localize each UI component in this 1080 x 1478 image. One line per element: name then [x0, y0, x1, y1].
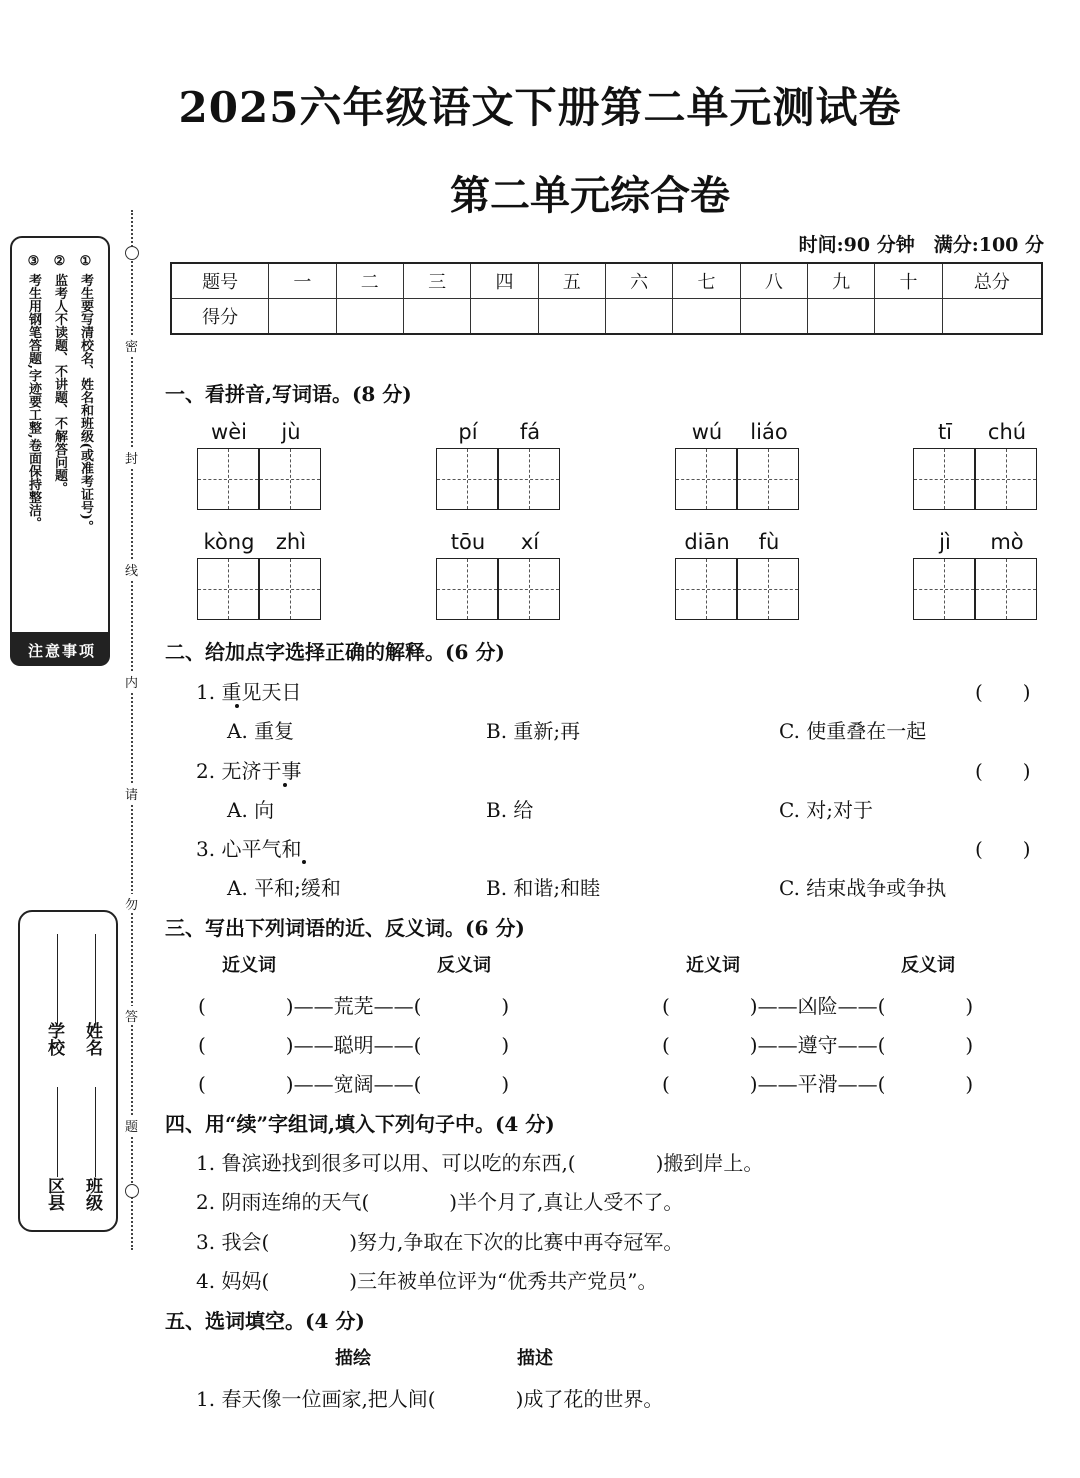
pinyin-syllable: kòng	[203, 530, 255, 554]
score-cell[interactable]	[673, 299, 740, 335]
school-label: 学校	[44, 1022, 64, 1056]
score-cell[interactable]	[808, 299, 875, 335]
score-header-cell: 七	[673, 263, 740, 299]
option-a: A. 向	[227, 798, 275, 822]
class-line[interactable]	[95, 1087, 96, 1177]
pinyin-syllable: pí	[458, 420, 478, 444]
seal-char: 请	[125, 784, 138, 803]
writing-grid-box[interactable]	[436, 558, 498, 620]
pinyin-syllable: diān	[684, 530, 730, 554]
question-2-2: 2. 无济于事	[196, 759, 302, 783]
writing-grid-box[interactable]	[197, 448, 259, 510]
pinyin-syllable: fá	[519, 420, 541, 444]
score-cell[interactable]	[538, 299, 605, 335]
writing-grid-box[interactable]	[913, 448, 975, 510]
word-pair-row[interactable]: ( )——宽阔——( )	[198, 1072, 510, 1096]
pinyin-syllable: jì	[939, 530, 951, 554]
seal-char: 答	[125, 1006, 138, 1025]
score-cell[interactable]	[740, 299, 807, 335]
section-3-title: 三、写出下列词语的近、反义词。(6 分)	[165, 916, 525, 940]
answer-paren[interactable]: ( )	[975, 759, 1031, 783]
section-1-title: 一、看拼音,写词语。(8 分)	[165, 382, 412, 406]
notice-box	[10, 236, 110, 666]
score-cell[interactable]	[336, 299, 403, 335]
option-b: B. 重新;再	[486, 719, 581, 743]
score-header-cell: 四	[471, 263, 538, 299]
writing-grid-box[interactable]	[498, 448, 560, 510]
score-header-cell: 五	[538, 263, 605, 299]
seal-char: 封	[125, 448, 138, 467]
notice-title: 注意事项	[27, 642, 96, 660]
score-header-cell: 六	[605, 263, 672, 299]
score-cell[interactable]	[403, 299, 470, 335]
seal-char: 题	[125, 1116, 138, 1135]
school-line[interactable]	[57, 934, 58, 1024]
answer-paren[interactable]: ( )	[975, 680, 1031, 704]
score-header-cell: 十	[875, 263, 942, 299]
seal-char: 内	[125, 672, 138, 691]
writing-grid-box[interactable]	[975, 558, 1037, 620]
pinyin-syllable: mò	[990, 530, 1024, 554]
document-subtitle: 第二单元综合卷	[450, 172, 730, 219]
option-c: C. 使重叠在一起	[779, 719, 927, 743]
option-b: B. 给	[486, 798, 534, 822]
score-cell[interactable]	[942, 299, 1042, 335]
fill-sentence[interactable]: 1. 鲁滨逊找到很多可以用、可以吃的东西,( )搬到岸上。	[196, 1151, 764, 1175]
notice-item: ② 监考人不读题、不讲题、不解答问题。	[52, 254, 67, 495]
option-b: B. 和谐;和睦	[486, 876, 601, 900]
writing-grid-box[interactable]	[913, 558, 975, 620]
pinyin-syllable: zhì	[275, 530, 307, 554]
pinyin-syllable: fù	[758, 530, 780, 554]
score-cell[interactable]	[605, 299, 672, 335]
antonym-label: 反义词	[901, 955, 955, 976]
fill-sentence[interactable]: 3. 我会( )努力,争取在下次的比赛中再夺冠军。	[196, 1230, 684, 1254]
student-info-box	[18, 910, 118, 1232]
word-choice: 描述	[517, 1348, 553, 1369]
writing-grid-box[interactable]	[259, 448, 321, 510]
score-row-label: 得分	[171, 299, 269, 335]
seal-char: 密	[125, 336, 138, 355]
class-label: 班级	[82, 1177, 102, 1211]
document-title: 2025六年级语文下册第二单元测试卷	[178, 83, 902, 132]
score-header-cell: 一	[269, 263, 336, 299]
seal-cut-line	[131, 210, 133, 1250]
answer-paren[interactable]: ( )	[975, 837, 1031, 861]
score-header-cell: 总分	[942, 263, 1042, 299]
pinyin-syllable: tōu	[450, 530, 486, 554]
word-choice: 描绘	[335, 1348, 371, 1369]
word-pair-row[interactable]: ( )——凶险——( )	[662, 994, 974, 1018]
writing-grid-box[interactable]	[675, 448, 737, 510]
pinyin-syllable: chú	[987, 420, 1027, 444]
emphasis-dot	[302, 860, 306, 864]
option-a: A. 重复	[227, 719, 295, 743]
score-table-header-row	[171, 263, 1042, 299]
score-table-score-row	[171, 299, 1042, 335]
word-pair-row[interactable]: ( )——平滑——( )	[662, 1072, 974, 1096]
time-score-info: 时间:90 分钟 满分:100 分	[798, 234, 1044, 256]
score-header-cell: 九	[808, 263, 875, 299]
score-table	[170, 262, 1043, 335]
word-pair-row[interactable]: ( )——聪明——( )	[198, 1033, 510, 1057]
writing-grid-box[interactable]	[737, 558, 799, 620]
seal-char: 线	[125, 560, 138, 579]
writing-grid-box[interactable]	[436, 448, 498, 510]
notice-list	[20, 254, 98, 634]
emphasis-dot	[283, 783, 287, 787]
binding-hole	[125, 1184, 139, 1198]
synonym-label: 近义词	[686, 955, 740, 976]
pinyin-syllable: tī	[937, 420, 953, 444]
pinyin-syllable: wú	[691, 420, 723, 444]
name-label: 姓名	[82, 1022, 102, 1056]
option-c: C. 结束战争或争执	[779, 876, 947, 900]
writing-grid-box[interactable]	[197, 558, 259, 620]
writing-grid-box[interactable]	[737, 448, 799, 510]
notice-item: ① 考生要写清校名、姓名和班级(或准考证号)。	[78, 254, 93, 533]
synonym-label: 近义词	[222, 955, 276, 976]
question-2-1: 1. 重见天日	[196, 680, 302, 704]
score-cell[interactable]	[471, 299, 538, 335]
score-header-cell: 三	[403, 263, 470, 299]
section-5-title: 五、选词填空。(4 分)	[165, 1309, 365, 1333]
writing-grid-box[interactable]	[498, 558, 560, 620]
fill-sentence[interactable]: 2. 阴雨连绵的天气( )半个月了,真让人受不了。	[196, 1190, 684, 1214]
word-pair-row[interactable]: ( )——荒芜——( )	[198, 994, 510, 1018]
notice-item: ③ 考生用钢笔答题,字迹要工整,卷面保持整洁。	[26, 254, 41, 530]
option-a: A. 平和;缓和	[227, 876, 341, 900]
score-header-cell: 八	[740, 263, 807, 299]
district-label: 区县	[44, 1177, 64, 1211]
writing-grid-box[interactable]	[259, 558, 321, 620]
question-2-3: 3. 心平气和	[196, 837, 302, 861]
pinyin-syllable: liáo	[750, 420, 788, 444]
word-pair-row[interactable]: ( )——遵守——( )	[662, 1033, 974, 1057]
pinyin-syllable: jù	[281, 420, 301, 444]
score-cell[interactable]	[875, 299, 942, 335]
name-line[interactable]	[95, 934, 96, 1024]
pinyin-syllable: xí	[520, 530, 540, 554]
section-2-title: 二、给加点字选择正确的解释。(6 分)	[165, 640, 505, 664]
option-c: C. 对;对于	[779, 798, 874, 822]
score-cell[interactable]	[269, 299, 336, 335]
emphasis-dot	[235, 704, 239, 708]
writing-grid-box[interactable]	[675, 558, 737, 620]
fill-sentence[interactable]: 4. 妈妈( )三年被单位评为“优秀共产党员”。	[196, 1269, 658, 1293]
score-header-cell: 二	[336, 263, 403, 299]
pinyin-syllable: wèi	[211, 420, 247, 444]
score-header-cell: 题号	[171, 263, 269, 299]
antonym-label: 反义词	[437, 955, 491, 976]
fill-sentence[interactable]: 1. 春天像一位画家,把人间( )成了花的世界。	[196, 1387, 664, 1411]
writing-grid-box[interactable]	[975, 448, 1037, 510]
binding-hole	[125, 246, 139, 260]
seal-char: 勿	[125, 894, 138, 913]
district-line[interactable]	[57, 1087, 58, 1177]
section-4-title: 四、用“续”字组词,填入下列句子中。(4 分)	[165, 1112, 555, 1136]
